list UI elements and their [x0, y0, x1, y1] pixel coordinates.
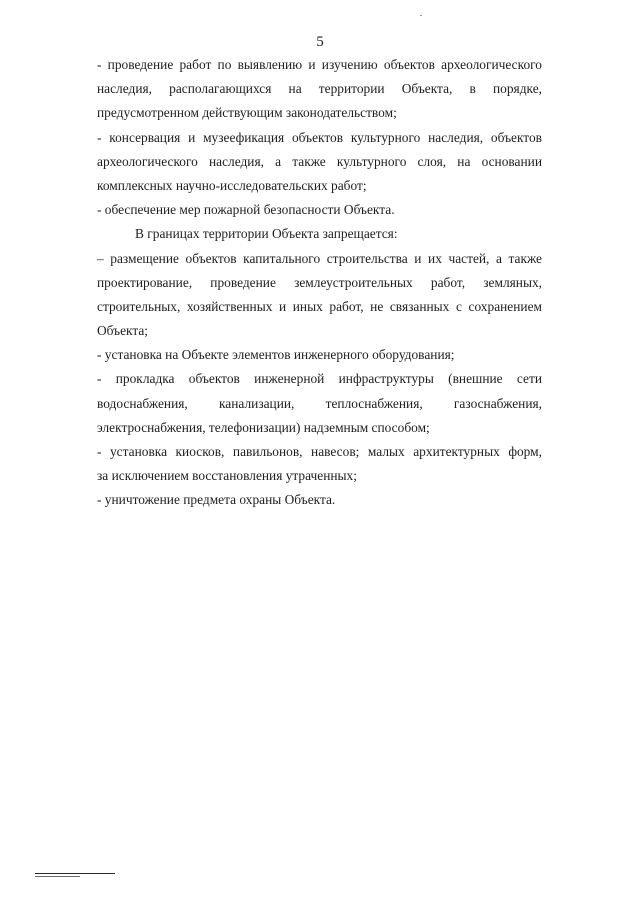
footer-rule [35, 873, 115, 874]
page-number: 5 [316, 34, 324, 50]
text-line: – размещение объектов капитального строительства и их частей, а также [97, 250, 542, 266]
paragraph-infrastructure [97, 367, 542, 440]
paragraph-fire-safety [97, 198, 542, 222]
text-line: - консервация и музеефикация объектов культурного наследия, объектов [97, 129, 542, 145]
paragraph-destruction [97, 488, 542, 512]
text-line: В границах территории Объекта запрещается: [135, 226, 398, 242]
text-line: - проведение работ по выявлению и изучению объектов археологического [97, 57, 542, 72]
text-line: строительных, хозяйственных и иных работ, не связанных с сохранением [97, 298, 542, 314]
text-line: проектирование, проведение землеустроительных работ, земляных, [97, 274, 542, 290]
paragraph-archaeology-works [97, 53, 542, 126]
text-line: наследия, располагающихся на территории Объекта, в порядке, [97, 81, 542, 97]
text-line: предусмотренном действующим законодательством; [97, 105, 397, 121]
text-line: водоснабжения, канализации, теплоснабжения, газоснабжения, [97, 395, 542, 411]
text-line: - установка киосков, павильонов, навесов; малых архитектурных форм, [97, 444, 542, 459]
text-line: комплексных научно-исследовательских работ; [97, 177, 367, 193]
paragraph-prohibited-heading [97, 222, 542, 246]
scan-artifact [420, 15, 422, 16]
text-line: - установка на Объекте элементов инженерного оборудования; [97, 347, 455, 363]
text-line: - прокладка объектов инженерной инфраструктуры (внешние сети [97, 371, 542, 387]
text-line: - уничтожение предмета охраны Объекта. [97, 492, 336, 508]
paragraph-engineering-equipment [97, 343, 542, 367]
footer-rule-short [35, 876, 80, 877]
paragraph-conservation [97, 126, 542, 199]
text-line: археологического наследия, а также культурного слоя, на основании [97, 153, 542, 169]
text-line: за исключением восстановления утраченных; [97, 468, 357, 484]
text-line: - обеспечение мер пожарной безопасности Объекта. [97, 202, 395, 218]
body-text [97, 53, 542, 513]
text-line: электроснабжения, телефонизации) надземным способом; [97, 419, 430, 435]
paragraph-capital-construction [97, 247, 542, 344]
paragraph-kiosks [97, 440, 542, 488]
text-line: Объекта; [97, 323, 149, 339]
